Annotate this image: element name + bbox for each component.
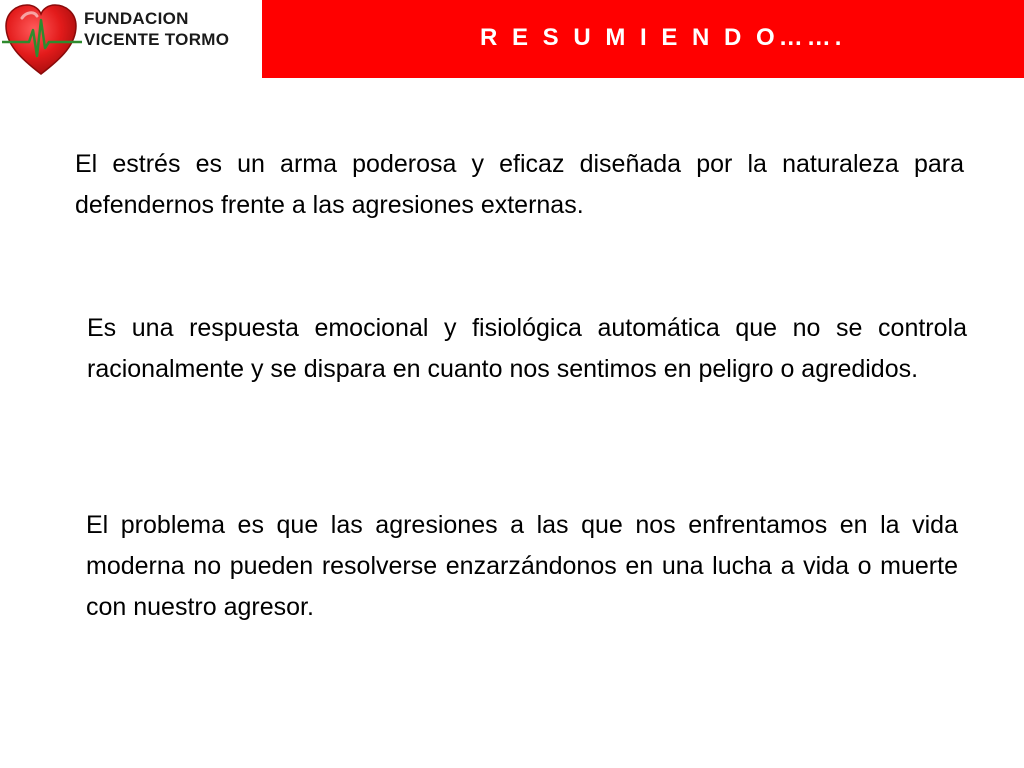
- logo-text-line1: FUNDACION: [84, 9, 189, 28]
- paragraph-stress-definition: El estrés es un arma poderosa y eficaz diseñada por la naturaleza para defendernos frente a las agresiones externas.: [75, 150, 964, 219]
- header-band: [262, 0, 1024, 78]
- foundation-logo: [0, 0, 262, 78]
- paragraph-modern-problem: El problema es que las agresiones a las que nos enfrentamos en la vida moderna no pueden resolverse enzarzándonos en una lucha a vida o muerte con nuestro agresor.: [86, 511, 958, 621]
- logo-text-line2: VICENTE TORMO: [84, 30, 230, 49]
- slide-title: R E S U M I E N D O…….: [480, 24, 846, 51]
- paragraph-automatic-response: Es una respuesta emocional y fisiológica automática que no se controla racionalmente y se dispara en cuanto nos sentimos en peligro o agredidos.: [87, 314, 967, 383]
- heart-ecg-icon: [0, 0, 84, 78]
